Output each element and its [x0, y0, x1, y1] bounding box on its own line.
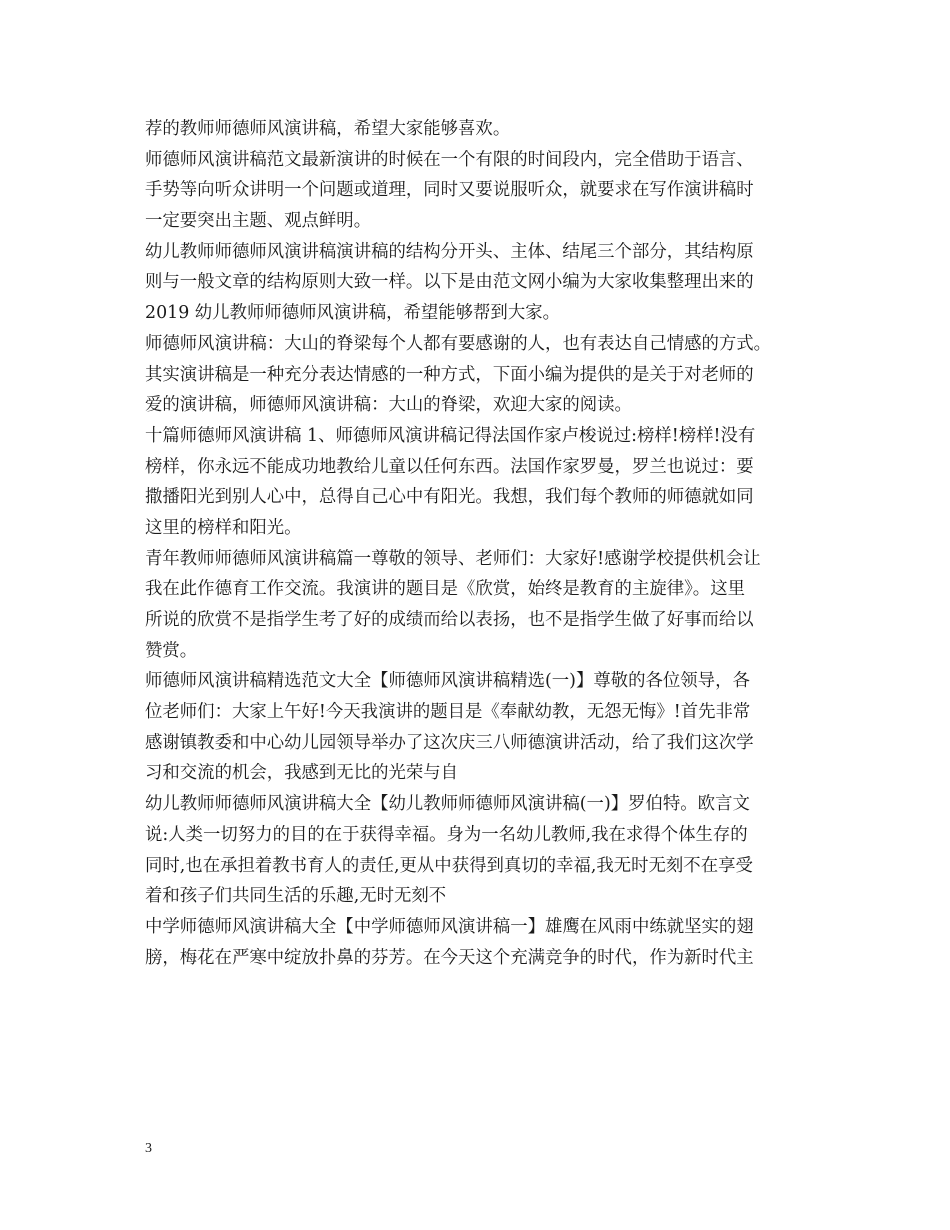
- text-line: 习和交流的机会，我感到无比的光荣与自: [145, 763, 459, 784]
- text-line: 师德师风演讲稿范文最新演讲的时候在一个有限的时间段内，完全借助于语言、: [145, 149, 754, 170]
- text-line: 师德师风演讲稿精选范文大全【师德师风演讲稿精选(一)】尊敬的各位领导，各: [145, 671, 750, 692]
- text-line: 其实演讲稿是一种充分表达情感的一种方式，下面小编为提供的是关于对老师的: [145, 364, 754, 385]
- text-line: 膀，梅花在严寒中绽放扑鼻的芬芳。在今天这个充满竞争的时代，作为新时代主: [145, 947, 754, 968]
- text-line: 幼儿教师师德师风演讲稿演讲稿的结构分开头、主体、结尾三个部分，其结构原: [145, 241, 754, 262]
- text-line: 幼儿教师师德师风演讲稿大全【幼儿教师师德师风演讲稿(一)】罗伯特。欧言文: [145, 794, 750, 815]
- text-line: 一定要突出主题、观点鲜明。: [145, 211, 372, 232]
- document-body: [145, 114, 815, 973]
- text-line: 撒播阳光到别人心中，总得自己心中有阳光。我想，我们每个教师的师德就如同: [145, 487, 754, 508]
- text-line: 青年教师师德师风演讲稿篇一尊敬的领导、老师们：大家好!感谢学校提供机会让: [145, 548, 761, 569]
- text-line: 我在此作德育工作交流。我演讲的题目是《欣赏，始终是教育的主旋律》。这里: [145, 579, 745, 600]
- page-number: 3: [145, 1141, 152, 1156]
- text-line: 则与一般文章的结构原则大致一样。以下是由范文网小编为大家收集整理出来的: [145, 272, 754, 293]
- text-line: 感谢镇教委和中心幼儿园领导举办了这次庆三八师德演讲活动，给了我们这次学: [145, 732, 754, 753]
- text-line: 所说的欣赏不是指学生考了好的成绩而给以表扬，也不是指学生做了好事而给以: [145, 610, 754, 630]
- text-line: 位老师们：大家上午好!今天我演讲的题目是《奉献幼教，无怨无悔》!首先非常: [145, 702, 751, 723]
- text-line: 2019 幼儿教师师德师风演讲稿，希望能够帮到大家。: [145, 303, 560, 324]
- text-line: 着和孩子们共同生活的乐趣,无时无刻不: [145, 886, 447, 907]
- text-line: 师德师风演讲稿：大山的脊梁每个人都有要感谢的人，也有表达自己情感的方式。: [145, 333, 772, 354]
- text-line: 同时,也在承担着教书育人的责任,更从中获得到真切的幸福,我无时无刻不在享受: [145, 855, 753, 876]
- text-line: 中学师德师风演讲稿大全【中学师德师风演讲稿一】雄鹰在风雨中练就坚实的翅: [145, 916, 754, 937]
- text-line: 十篇师德师风演讲稿 1、师德师风演讲稿记得法国作家卢梭说过:榜样!榜样!没有: [145, 425, 756, 446]
- text-line: 榜样，你永远不能成功地教给儿童以任何东西。法国作家罗曼，罗兰也说过：要: [145, 456, 754, 477]
- text-line: 爱的演讲稿，师德师风演讲稿：大山的脊梁，欢迎大家的阅读。: [145, 395, 632, 416]
- text-line: 赞赏。: [145, 640, 198, 661]
- text-line: 这里的榜样和阳光。: [145, 517, 302, 538]
- text-line: 手势等向听众讲明一个问题或道理，同时又要说服听众，就要求在写作演讲稿时: [145, 180, 754, 201]
- text-line: 说:人类一切努力的目的在于获得幸福。身为一名幼儿教师,我在求得个体生存的: [145, 824, 748, 845]
- text-line: 荐的教师师德师风演讲稿，希望大家能够喜欢。: [145, 119, 511, 139]
